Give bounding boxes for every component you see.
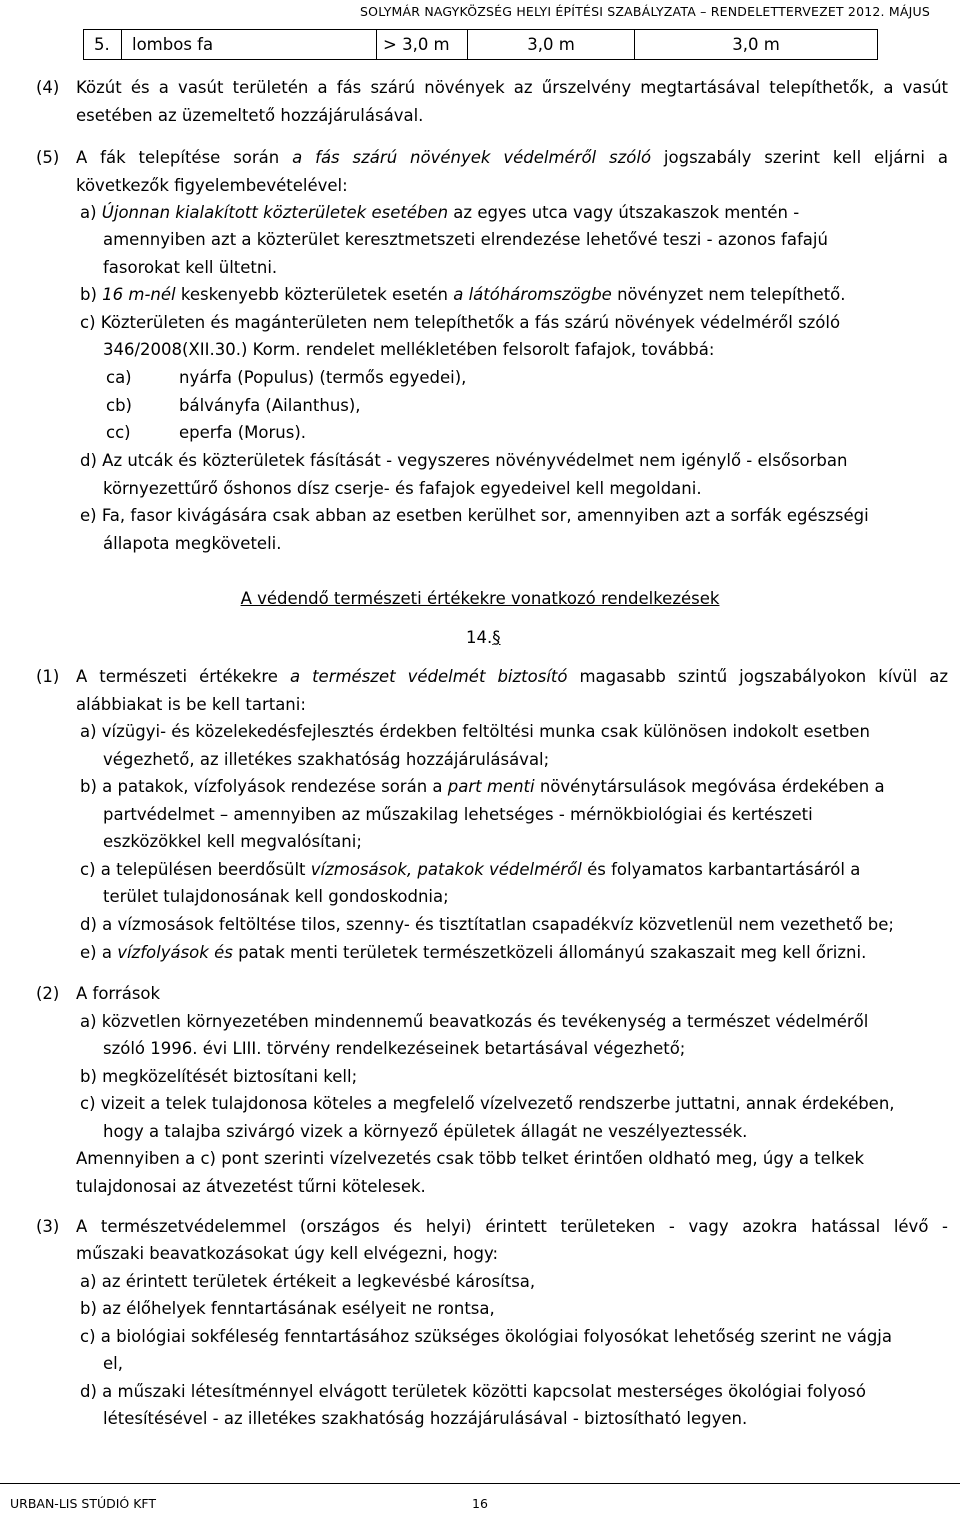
list-item: a) az érintett területek értékeit a legkevésbé károsítsa,	[80, 1272, 536, 1291]
list-item-cont: eszközökkel kell megvalósítani;	[103, 832, 362, 851]
page-number: 16	[472, 1496, 488, 1511]
para-number: (2)	[36, 984, 60, 1003]
list-item: b) 16 m-nél keskenyebb közterületek esetén a látóháromszögbe növényzet nem telepíthető.	[80, 285, 846, 304]
list-item: c) a biológiai sokféleség fenntartásához szükséges ökológiai folyosókat lehetőség szerint ne vágja	[80, 1327, 893, 1346]
section-number: 14.§	[466, 628, 501, 647]
list-item-cont: 346/2008(XII.30.) Korm. rendelet mellékletében felsorolt fafajok, továbbá:	[103, 340, 715, 359]
list-item: b) az élőhelyek fenntartásának esélyeit ne rontsa,	[80, 1299, 495, 1318]
distance-table	[83, 29, 878, 60]
para-number: (5)	[36, 148, 60, 167]
list-item-cont: környezettűrő őshonos dísz cserje- és fafajok egyedeivel kell megoldani.	[103, 479, 702, 498]
para-line: Amennyiben a c) pont szerinti vízelvezetés csak több telket érintően oldható meg, úgy a telkek	[76, 1149, 865, 1168]
list-item-cont: szóló 1996. évi LIII. törvény rendelkezéseinek betartásával végezhető;	[103, 1039, 686, 1058]
footer-company: URBAN-LIS STÚDIÓ KFT	[10, 1496, 157, 1511]
para-number: (4)	[36, 78, 60, 97]
list-item-cont: amennyiben azt a közterület keresztmetszeti elrendezése lehetővé teszi - azonos fafajú	[103, 230, 828, 249]
list-item-cont: fasorokat kell ültetni.	[103, 258, 278, 277]
para-line: A természeti értékekre a természet védelmét biztosító magasabb szintű jogszabályokon kívül az	[76, 667, 948, 686]
section-title: A védendő természeti értékekre vonatkozó rendelkezések	[240, 589, 720, 608]
para-line: műszaki beavatkozásokat úgy kell elvégezni, hogy:	[76, 1244, 499, 1263]
list-item: a) vízügyi- és közelekedésfejlesztés érdekben feltöltési munka csak különösen indokolt esetben	[80, 722, 870, 741]
list-item-cont: terület tulajdonosának kell gondoskodnia;	[103, 887, 449, 906]
list-item: e) Fa, fasor kivágására csak abban az esetben kerülhet sor, amennyiben azt a sorfák egészségi	[80, 506, 869, 525]
sublist-key: cb)	[106, 396, 132, 415]
para-number: (1)	[36, 667, 60, 686]
sublist-key: ca)	[106, 368, 132, 387]
para-line: Közút és a vasút területén a fás szárú növények az űrszelvény megtartásával telepíthetők, a vasút	[76, 78, 948, 97]
list-item: c) vizeit a telek tulajdonosa köteles a megfelelő vízelvezető rendszerbe juttatni, annak érdekében,	[80, 1094, 895, 1113]
list-item-cont: el,	[103, 1354, 123, 1373]
sublist-value: bálványfa (Ailanthus),	[179, 396, 361, 415]
list-item: e) a vízfolyások és patak menti területek természetközeli állományú szakaszait meg kell őrizni.	[80, 943, 867, 962]
list-item-cont: hogy a talajba szivárgó vizek a környező épületek állagát ne veszélyeztessék.	[103, 1122, 748, 1141]
table-row	[84, 30, 878, 60]
table-cell-c2: 3,0 m	[468, 30, 635, 60]
sublist-value: eperfa (Morus).	[179, 423, 307, 442]
table-cell-c3: 3,0 m	[635, 30, 878, 60]
para-line: tulajdonosai az átvezetést tűrni kötelesek.	[76, 1177, 426, 1196]
list-item: d) Az utcák és közterületek fásítását - vegyszeres növényvédelmet nem igénylő - elsősorban	[80, 451, 848, 470]
list-item-cont: állapota megköveteli.	[103, 534, 282, 553]
para-number: (3)	[36, 1217, 60, 1236]
para-line: A természetvédelemmel (országos és helyi) érintett területeken - vagy azokra hatással lévő -	[76, 1217, 948, 1236]
page-header: SOLYMÁR NAGYKÖZSÉG HELYI ÉPÍTÉSI SZABÁLYZATA – RENDELETTERVEZET 2012. MÁJUS	[360, 4, 930, 19]
para-line: esetében az üzemeltető hozzájárulásával.	[76, 106, 424, 125]
list-item-cont: létesítésével - az illetékes szakhatóság hozzájárulásával - biztosítható legyen.	[103, 1409, 748, 1428]
list-item: c) Közterületen és magánterületen nem telepíthetők a fás szárú növények védelméről szóló	[80, 313, 841, 332]
para-line: alábbiakat is be kell tartani:	[76, 695, 306, 714]
list-item: c) a településen beerdősült vízmosások, patakok védelméről és folyamatos karbantartásáról a	[80, 860, 861, 879]
list-item: b) a patakok, vízfolyások rendezése során a part menti növénytársulások megóvása érdekében a	[80, 777, 885, 796]
list-item: d) a műszaki létesítménnyel elvágott területek közötti kapcsolat mesterséges ökológiai folyosó	[80, 1382, 866, 1401]
list-item: a) közvetlen környezetében mindennemű beavatkozás és tevékenység a természet védelméről	[80, 1012, 869, 1031]
footer-rule	[0, 1483, 960, 1484]
list-item: a) Újonnan kialakított közterületek esetében az egyes utca vagy útszakaszok mentén -	[80, 203, 800, 222]
list-item-cont: partvédelmet – amennyiben az műszakilag lehetséges - mérnökbiológiai és kertészeti	[103, 805, 813, 824]
para-line: A források	[76, 984, 161, 1003]
table-cell-name: lombos fa	[122, 30, 377, 60]
table-cell-num: 5.	[84, 30, 122, 60]
table-cell-c1: > 3,0 m	[377, 30, 468, 60]
list-item: b) megközelítését biztosítani kell;	[80, 1067, 358, 1086]
list-item: d) a vízmosások feltöltése tilos, szenny- és tisztítatlan csapadékvíz közvetlenül nem vezethető be;	[80, 915, 894, 934]
sublist-key: cc)	[106, 423, 131, 442]
para-line: A fák telepítése során a fás szárú növények védelméről szóló jogszabály szerint kell eljárni a	[76, 148, 948, 167]
list-item-cont: végezhető, az illetékes szakhatóság hozzájárulásával;	[103, 750, 550, 769]
sublist-value: nyárfa (Populus) (termős egyedei),	[179, 368, 467, 387]
para-line: következők figyelembevételével:	[76, 176, 348, 195]
